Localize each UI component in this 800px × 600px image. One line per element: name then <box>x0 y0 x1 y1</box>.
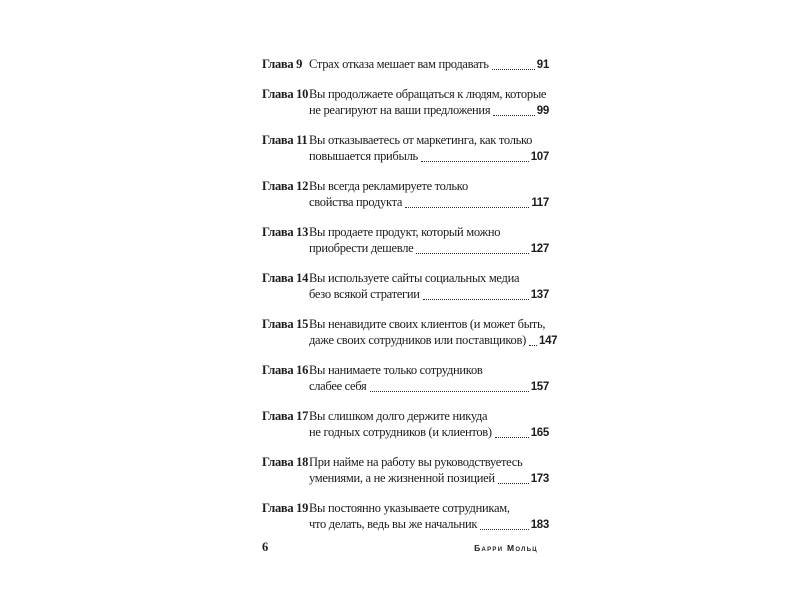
title-line <box>309 178 549 194</box>
title-line <box>309 102 549 119</box>
title-text: Страх отказа мешает вам продавать <box>309 57 489 71</box>
title-text: Вы продаете продукт, который можно <box>309 225 501 239</box>
toc-entry <box>262 316 558 349</box>
title-text: не годных сотрудников (и клиентов) <box>309 425 492 439</box>
chapter-label: Глава 13 <box>262 225 309 239</box>
entry-title <box>309 362 549 395</box>
title-text: повышается прибыль <box>309 149 418 163</box>
page-ref: 165 <box>530 427 549 439</box>
page-ref: 91 <box>536 59 549 71</box>
dot-leader <box>498 483 529 484</box>
chapter-label: Глава 16 <box>262 363 309 377</box>
dot-leader <box>492 69 535 70</box>
title-line <box>309 194 549 211</box>
title-text: Вы нанимаете только сотрудников <box>309 363 483 377</box>
page-footer <box>262 540 538 555</box>
title-line <box>309 286 549 303</box>
title-line <box>309 424 549 441</box>
title-line <box>309 500 549 516</box>
entry-title <box>309 178 549 211</box>
title-line <box>309 316 549 332</box>
entry-title <box>309 224 549 257</box>
dot-leader <box>370 391 529 392</box>
entry-title <box>309 454 549 487</box>
entry-title <box>309 56 549 73</box>
entry-title <box>309 270 549 303</box>
title-text: безо всякой стратегии <box>309 287 420 301</box>
page-ref: 157 <box>530 381 549 393</box>
table-of-contents <box>262 56 558 533</box>
title-text: Вы ненавидите своих клиентов (и может быть, <box>309 317 546 331</box>
dot-leader <box>493 115 535 116</box>
page-ref: 127 <box>530 243 549 255</box>
title-line <box>309 378 549 395</box>
page-ref: 183 <box>530 519 549 531</box>
title-line <box>309 454 549 470</box>
toc-entry <box>262 224 549 257</box>
title-text: Вы постоянно указываете сотрудникам, <box>309 501 510 515</box>
title-text: приобрести дешевле <box>309 241 414 255</box>
title-text: даже своих сотрудников или поставщиков) <box>309 333 526 347</box>
toc-entry <box>262 86 549 119</box>
title-line <box>309 470 549 487</box>
dot-leader <box>423 299 529 300</box>
title-line <box>309 408 549 424</box>
chapter-label: Глава 18 <box>262 455 309 469</box>
title-text: Вы слишком долго держите никуда <box>309 409 488 423</box>
title-line <box>309 270 549 286</box>
title-line <box>309 516 549 533</box>
title-line <box>309 240 549 257</box>
title-line <box>309 56 549 73</box>
dot-leader <box>495 437 529 438</box>
page-number: 6 <box>262 540 269 554</box>
entry-title <box>309 316 558 349</box>
page-ref: 107 <box>530 151 549 163</box>
chapter-label: Глава 15 <box>262 317 309 331</box>
running-head-author: Барри Мольц <box>474 543 538 553</box>
title-text: умениями, а не жизненной позицией <box>309 471 495 485</box>
title-text: не реагируют на ваши предложения <box>309 103 491 117</box>
toc-entry <box>262 178 549 211</box>
chapter-label: Глава 9 <box>262 57 303 71</box>
title-text: При найме на работу вы руководствуетесь <box>309 455 523 469</box>
toc-entry <box>262 454 549 487</box>
title-line <box>309 332 558 349</box>
toc-entry <box>262 56 549 73</box>
dot-leader <box>405 207 529 208</box>
entry-title <box>309 408 549 441</box>
toc-entry <box>262 362 549 395</box>
chapter-label: Глава 12 <box>262 179 309 193</box>
chapter-label: Глава 17 <box>262 409 309 423</box>
title-text: Вы отказываетесь от маркетинга, как только <box>309 133 533 147</box>
chapter-label: Глава 10 <box>262 87 309 101</box>
dot-leader <box>416 253 528 254</box>
title-text: свойства продукта <box>309 195 403 209</box>
toc-entry <box>262 500 549 533</box>
page-ref: 147 <box>538 335 558 347</box>
title-text: Вы используете сайты социальных медиа <box>309 271 520 285</box>
title-text: что делать, ведь вы же начальник <box>309 517 478 531</box>
title-text: Вы продолжаете обращаться к людям, которые <box>309 87 547 101</box>
title-line <box>309 224 549 240</box>
title-line <box>309 86 549 102</box>
entry-title <box>309 500 549 533</box>
dot-leader <box>529 345 537 346</box>
toc-entry <box>262 270 549 303</box>
title-line <box>309 362 549 378</box>
page-ref: 137 <box>530 289 549 301</box>
title-text: Вы всегда рекламируете только <box>309 179 468 193</box>
chapter-label: Глава 11 <box>262 133 308 147</box>
dot-leader <box>421 161 529 162</box>
title-text: слабее себя <box>309 379 367 393</box>
title-line <box>309 132 549 148</box>
chapter-label: Глава 19 <box>262 501 309 515</box>
entry-title <box>309 86 549 119</box>
title-line <box>309 148 549 165</box>
chapter-label: Глава 14 <box>262 271 309 285</box>
page-ref: 99 <box>536 105 549 117</box>
toc-entry <box>262 132 549 165</box>
dot-leader <box>480 529 529 530</box>
entry-title <box>309 132 549 165</box>
toc-entry <box>262 408 549 441</box>
page-ref: 117 <box>531 197 549 209</box>
page-ref: 173 <box>530 473 549 485</box>
